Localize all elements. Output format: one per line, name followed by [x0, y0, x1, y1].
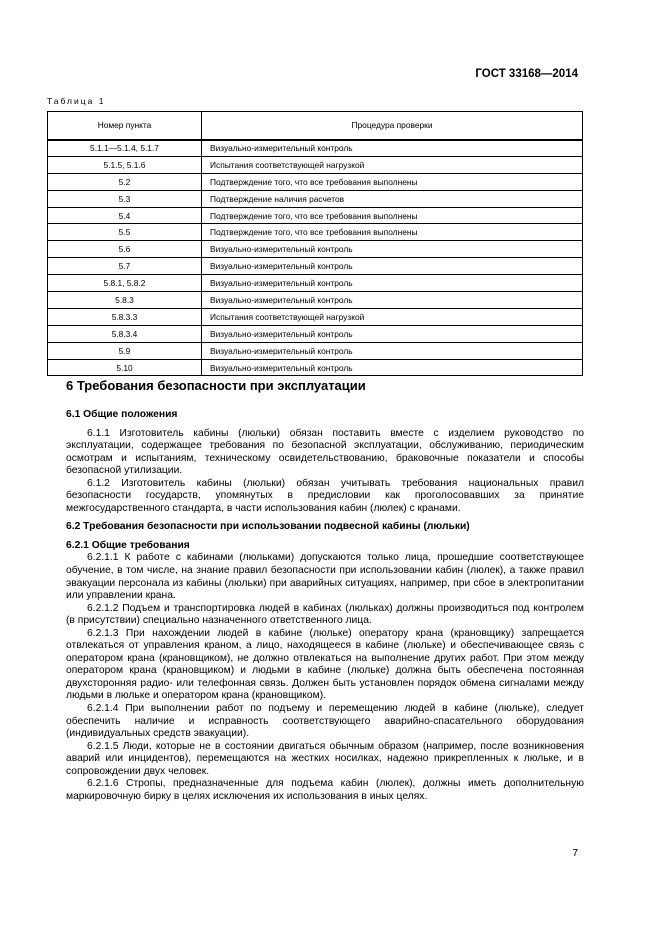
procedure-cell: Подтверждение того, что все требования выполнены — [202, 224, 583, 241]
item-number-cell: 5.8.3.4 — [48, 325, 202, 342]
procedure-cell: Визуально-измерительный контроль — [202, 325, 583, 342]
item-number-cell: 5.4 — [48, 207, 202, 224]
paragraph-6-2-1-6: 6.2.1.6 Стропы, предназначенные для подъема кабин (люлек), должны иметь дополнительную маркировочную бирку в целях исключения их использования в иных целях. — [66, 778, 584, 802]
item-number-cell: 5.1.1—5.1.4, 5.1.7 — [48, 140, 202, 157]
procedure-cell: Испытания соответствующей нагрузкой — [202, 156, 583, 173]
procedure-cell: Подтверждение наличия расчетов — [202, 190, 583, 207]
item-number-cell: 5.5 — [48, 224, 202, 241]
item-number-cell: 5.6 — [48, 241, 202, 258]
table-row — [48, 173, 583, 190]
paragraph-6-2-1-4: 6.2.1.4 При выполнении работ по подъему и перемещению людей в кабине (люльке), следует обеспечить наличие и исправность соответствующего аварийно-спасательного оборудования (индивидуальных средств эвакуации). — [66, 703, 584, 740]
table-row — [48, 342, 583, 359]
item-number-cell: 5.10 — [48, 359, 202, 376]
subsection-heading-6-1: 6.1 Общие положения — [66, 409, 178, 420]
table-header-row — [48, 112, 583, 140]
table-row — [48, 207, 583, 224]
table-row — [48, 325, 583, 342]
table-row — [48, 308, 583, 325]
procedure-cell: Визуально-измерительный контроль — [202, 258, 583, 275]
table-row — [48, 224, 583, 241]
procedure-cell: Визуально-измерительный контроль — [202, 241, 583, 258]
table-caption: Таблица 1 — [47, 96, 106, 106]
table-row — [48, 292, 583, 309]
table-row — [48, 140, 583, 157]
item-number-cell: 5.8.1, 5.8.2 — [48, 275, 202, 292]
procedure-cell: Визуально-измерительный контроль — [202, 292, 583, 309]
item-number-cell: 5.9 — [48, 342, 202, 359]
item-number-cell: 5.7 — [48, 258, 202, 275]
procedure-cell: Подтверждение того, что все требования выполнены — [202, 173, 583, 190]
section-body — [66, 409, 584, 803]
page-number: 7 — [572, 848, 578, 859]
item-number-cell: 5.3 — [48, 190, 202, 207]
paragraph-6-2-1-5: 6.2.1.5 Люди, которые не в состоянии двигаться обычным образом (например, после возникновения аварий или инцидентов), перемещаются на жестких носилках, надежно прикрепленных к люльке, и в сопровождении двух человек. — [66, 740, 584, 777]
paragraph-6-1-1: 6.1.1 Изготовитель кабины (люльки) обязан поставить вместе с изделием руководство по эксплуатации, содержащее требования по безопасной эксплуатации, обслуживанию, периодическим осмотрам и испытаниям, техническому освидетельствованию, браковочные показатели и способы безопасной утилизации. — [66, 427, 584, 477]
item-number-cell: 5.8.3 — [48, 292, 202, 309]
paragraph-6-2-1-2: 6.2.1.2 Подъем и транспортировка людей в кабинах (люльках) должны производиться под контролем (в присутствии) специально назначенного ответственного лица. — [66, 602, 584, 627]
column-header-procedure: Процедура проверки — [202, 112, 583, 140]
column-header-item-number: Номер пункта — [48, 112, 202, 140]
procedure-cell: Визуально-измерительный контроль — [202, 275, 583, 292]
table-row — [48, 275, 583, 292]
table-row — [48, 359, 583, 376]
item-number-cell: 5.8.3.3 — [48, 308, 202, 325]
item-number-cell: 5.2 — [48, 173, 202, 190]
procedure-cell: Испытания соответствующей нагрузкой — [202, 308, 583, 325]
procedure-cell: Подтверждение того, что все требования выполнены — [202, 207, 583, 224]
paragraph-6-1-2: 6.1.2 Изготовитель кабины (люльки) обязан учитывать требования национальных правил безопасности государств, упомянутых в предисловии как проголосовавших за принятие межгосударственного стандарта, в части использования кабин (люлек) с кранами. — [66, 477, 584, 514]
procedure-cell: Визуально-измерительный контроль — [202, 359, 583, 376]
subsection-heading-6-2: 6.2 Требования безопасности при использовании подвесной кабины (люльки) — [66, 521, 470, 533]
item-number-cell: 5.1.5, 5.1.6 — [48, 156, 202, 173]
table-row — [48, 241, 583, 258]
table-row — [48, 190, 583, 207]
table-row — [48, 156, 583, 173]
procedure-cell: Визуально-измерительный контроль — [202, 140, 583, 157]
paragraph-6-2-1-3: 6.2.1.3 При нахождении людей в кабине (люльке) оператору крана (крановщику) запрещается отвлекаться от управления краном, а лицо, находящееся в кабине (люльке) и обеспечивающее связь с оператором крана (крановщиком), не должно отвлекаться на выполнение других работ. При этом между оператором крана (крановщиком) и людьми в кабине (люльке) должна быть обеспечена постоянная двухсторонняя радио- или телефонная связь. Должен быть установлен порядок обмена сигналами между людьми в люльке и оператором крана (крановщиком). — [66, 627, 584, 702]
procedure-cell: Визуально-измерительный контроль — [202, 342, 583, 359]
subsection-heading-6-2-1: 6.2.1 Общие требования — [66, 539, 190, 551]
paragraph-6-2-1-1: 6.2.1.1 К работе с кабинами (люльками) допускаются только лица, прошедшие соответствующее обучение, в том числе, на знание правил безопасности при использовании кабин (люлек), а также правил эвакуации персонала из кабины (люльки) при аварийных ситуациях, например, при сбое в электропитании или управлении крана. — [66, 552, 584, 602]
verification-table — [47, 111, 583, 376]
table-row — [48, 258, 583, 275]
document-code: ГОСТ 33168—2014 — [475, 68, 578, 80]
section-title: 6 Требования безопасности при эксплуатации — [66, 378, 366, 393]
